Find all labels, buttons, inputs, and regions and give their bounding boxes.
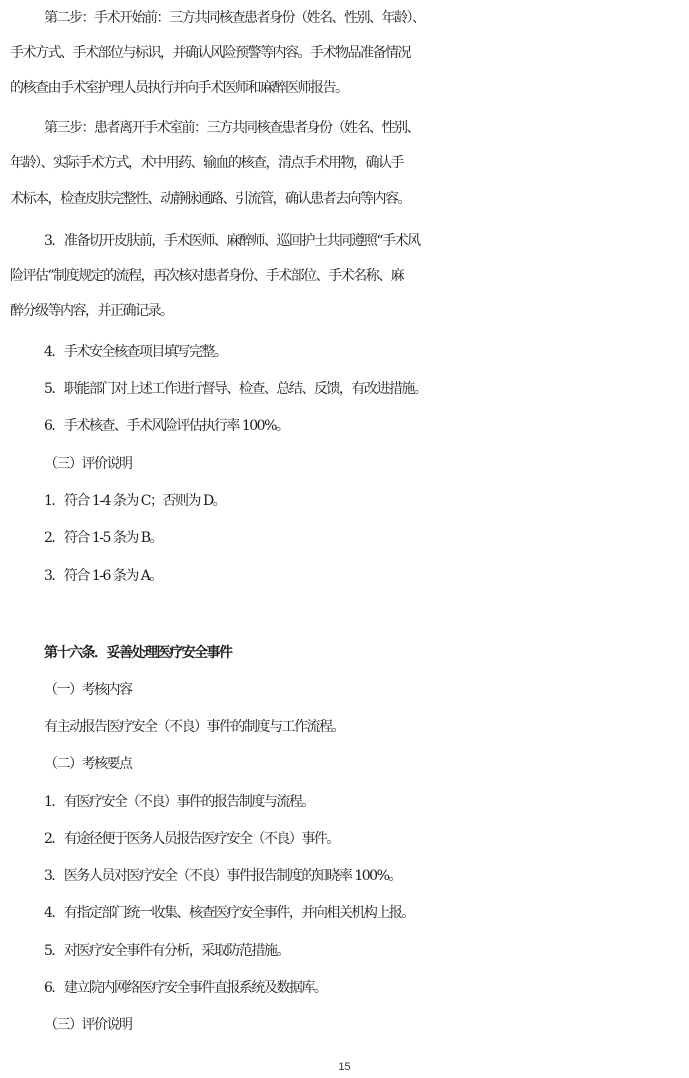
list-item: 3．符合 1-6 条为 A。 xyxy=(44,568,162,584)
paragraph-line: 的核查由手术室护理人员执行并向手术医师和麻醉医师报告。 xyxy=(10,80,348,96)
page-number: 15 xyxy=(338,1061,351,1073)
paragraph-line: 3．准备切开皮肤前，手术医师、麻醉师、巡回护士共同遵照“手术风 xyxy=(44,233,420,249)
section-subheading: （三）评价说明 xyxy=(44,456,132,472)
list-item: 1．符合 1-4 条为 C；否则为 D。 xyxy=(44,493,226,509)
list-item: 5．职能部门对上述工作进行督导、检查、总结、反馈，有改进措施。 xyxy=(44,381,427,397)
paragraph-line: 险评估”制度规定的流程，再次核对患者身份、手术部位、手术名称、麻 xyxy=(10,268,404,284)
section-subheading: （一）考核内容 xyxy=(44,682,132,698)
paragraph-line: 术标本，检查皮肤完整性、动静脉通路、引流管，确认患者去向等内容。 xyxy=(10,191,410,207)
list-item: 6．建立院内网络医疗安全事件直报系统及数据库。 xyxy=(44,980,327,996)
paragraph-line: 醉分级等内容，并正确记录。 xyxy=(10,303,173,319)
section-subheading: （三）评价说明 xyxy=(44,1017,132,1033)
list-item: 5．对医疗安全事件有分析，采取防范措施。 xyxy=(44,943,289,959)
section-subheading: （二）考核要点 xyxy=(44,756,132,772)
paragraph-line: 手术方式、手术部位与标识，并确认风险预警等内容。手术物品准备情况 xyxy=(10,45,410,61)
paragraph-line: 第三步：患者离开手术室前：三方共同核查患者身份（姓名、性别、 xyxy=(44,120,419,136)
list-item: 4．手术安全核查项目填写完整。 xyxy=(44,344,227,360)
paragraph-line: 第二步：手术开始前：三方共同核查患者身份（姓名、性别、年龄）、 xyxy=(44,10,425,26)
list-item: 4．有指定部门统一收集、核查医疗安全事件，并向相关机构上报。 xyxy=(44,905,414,921)
list-item: 2．符合 1-5 条为 B。 xyxy=(44,530,163,546)
list-item: 3．医务人员对医疗安全（不良）事件报告制度的知晓率 100%。 xyxy=(44,868,401,884)
list-item: 6．手术核查、手术风险评估执行率 100%。 xyxy=(44,418,289,434)
list-item: 1．有医疗安全（不良）事件的报告制度与流程。 xyxy=(44,794,314,810)
paragraph-line: 有主动报告医疗安全（不良）事件的制度与工作流程。 xyxy=(44,719,344,735)
list-item: 2．有途径便于医务人员报告医疗安全（不良）事件。 xyxy=(44,831,339,847)
article-heading: 第十六条．妥善处理医疗安全事件 xyxy=(44,645,232,661)
paragraph-line: 年龄）、实际手术方式，术中用药、输血的核查，清点手术用物，确认手 xyxy=(10,155,403,171)
